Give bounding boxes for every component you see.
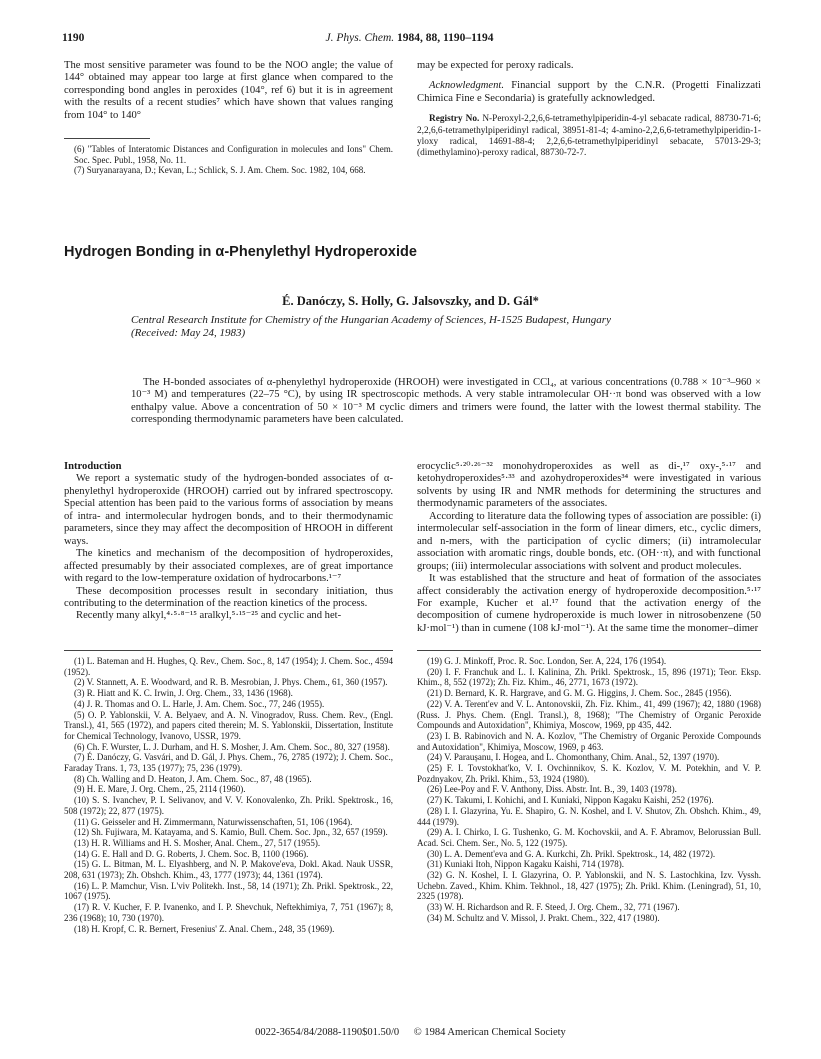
reference-item: (30) L. A. Dement'eva and G. A. Kurkchi, Zh. Prikl. Spektrosk., 14, 482 (1972). [427,848,716,859]
footnote-7: (7) Suryanarayana, D.; Kevan, L.; Schlick, S. J. Am. Chem. Soc. 1982, 104, 668. [74,165,366,176]
references-rule-left [64,650,393,651]
prev-article-right-column [417,60,761,159]
copyright-notice: © 1984 American Chemical Society [413,1027,566,1038]
reference-item: (28) I. I. Glazyrina, Yu. E. Shapiro, G. N. Koshel, and I. V. Shutov, Zh. Obshch. Khim., 49, 444 (1979). [417,805,761,827]
body-paragraph-association-types: According to literature data the following types of association are possible: (i) intermolecular self-association in the form of linear dimers, etc., cyclic dimers, and n-mers, with the participation of cyclic dimers; (ii) intramolecular association with aromatic rings, double bonds, etc. (OH··π), and with functional groups; (iii) intermolecular associations with solvent and product molecules. [417,510,761,572]
acknowledgment [417,80,761,105]
reference-item: (19) G. J. Minkoff, Proc. R. Soc. London, Ser. A, 224, 176 (1954). [427,656,667,666]
reference-item: (16) L. P. Mamchur, Visn. L'viv Politekh. Inst., 58, 14 (1971); Zh. Prikl. Spektrosk., 22, 1067 (1975). [64,880,393,902]
intro-paragraph-1: We report a systematic study of the hydrogen-bonded associates of α-phenylethyl hydroperoxide (HROOH) carried out by infrared spectroscopy. Special attention has been paid to the various forms of association by means of intra- and intermolecular hydrogen bonds, and to their thermodynamic parameters, since they may affect the decomposition of HROOH in different ways. [64,473,393,547]
journal-name: J. Phys. Chem. [325,32,395,44]
reference-item: (5) O. P. Yablonskii, V. A. Belyaev, and A. N. Vinogradov, Russ. Chem. Rev., (Engl. Transl.), 41, 565 (1972), and papers cited therein; M. S. Yablonskii, Dissertation, Institute for Chemical Technology, Ivanovo, USSR, 1979. [64,709,393,741]
reference-item: (10) S. S. Ivanchev, P. I. Selivanov, and V. V. Konovalenko, Zh. Prikl. Spektrosk., 16, 508 (1972); 22, 877 (1975). [64,795,393,816]
prev-article-left-column [64,60,393,122]
reference-item: (24) V. Paraușanu, I. Hogea, and L. Chomonthany, Chim. Anal., 52, 1397 (1970). [427,752,720,763]
registry-label: Registry No. [429,114,480,125]
reference-item: (32) G. N. Koshel, I. I. Glazyrina, O. P. Yablonskii, and N. S. Lastochkina, Izv. Vyssh. Uchebn. Zaved., Khim. Khim. Tekhnol., 18, 427 (1975); Zh. Prikl. Khim. (Leningrad), 51, 10, 2325 (1978). [417,870,761,902]
reference-item: (4) J. R. Thomas and O. L. Harle, J. Am. Chem. Soc., 77, 246 (1955). [74,698,325,709]
reference-item: (26) Lee-Poy and F. V. Anthony, Diss. Abstr. Int. B., 39, 1403 (1978). [427,784,677,795]
acknowledgment-text: Financial support by the C.N.R. (Progetti Finalizzati Chimica Fine e Secondaria) is gratefully acknowledged. [417,80,761,104]
reference-item: (9) H. E. Mare, J. Org. Chem., 25, 2114 (1960). [74,784,246,795]
footnote-rule [64,138,150,139]
reference-item: (33) W. H. Richardson and R. F. Steed, J. Org. Chem., 32, 771 (1967). [427,902,680,913]
footnote-6: (6) "Tables of Interatomic Distances and Configuration in molecules and Ions" Chem. Soc. Spec. Publ., 1958, No. 11. [74,144,393,165]
reference-item: (7) É. Danóczy, G. Vasvári, and D. Gál, J. Phys. Chem., 76, 2785 (1972); J. Chem. Soc., Faraday Trans. 1, 73, 135 (1977); 75, 236 (1979). [64,752,393,774]
reference-item: (17) R. V. Kucher, F. P. Ivanenko, and I. P. Shevchuk, Neftekhimiya, 7, 751 (1967); 8, 236 (1968); 10, 730 (1970). [64,902,393,923]
journal-year-volume: 1984, 88, 1190–1194 [397,32,494,44]
article-title: Hydrogen Bonding in α-Phenylethyl Hydroperoxide [64,244,417,260]
reference-item: (8) Ch. Walling and D. Heaton, J. Am. Chem. Soc., 87, 48 (1965). [74,773,312,784]
references-rule-right [417,650,761,651]
registry-numbers [417,114,761,159]
body-left-column [64,461,393,623]
reference-item: (3) R. Hiatt and K. C. Irwin, J. Org. Chem., 33, 1436 (1968). [74,688,293,699]
reference-item: (15) G. L. Bitman, M. L. Elyashberg, and N. P. Makove'eva, Dokl. Akad. Nauk USSR, 208, 631 (1973); Zh. Obshch. Khim., 43, 1777 (1973); 44, 1361 (1974). [64,859,393,881]
reference-item: (31) Kuniaki Itoh, Nippon Kagaku Kaishi, 714 (1978). [427,859,624,870]
prev-article-footnotes [64,144,393,176]
abstract: The H-bonded associates of α-phenylethyl hydroperoxide (HROOH) were investigated in CCl₄, at various concentrations (0.788 × 10⁻³–960 × 10⁻³ M) and temperatures (22–75 °C), by using IR spectroscopic methods. A very stable intramolecular OH··π bond was observed with a low enthalpy value. Above a concentration of 50 × 10⁻³ M cyclic dimers and trimers were found, the latter with the lowest thermal stability. The corresponding thermodynamic parameters have been calculated. [131,377,761,425]
reference-item: (34) M. Schultz and V. Missol, J. Prakt. Chem., 322, 417 (1980). [427,912,660,923]
article-code: 0022-3654/84/2088-1190$01.50/0 [255,1027,400,1038]
page-footer [0,1027,821,1038]
intro-paragraph-4: Recently many alkyl,⁴·⁵·⁸⁻¹⁵ aralkyl,⁵·¹⁵⁻²⁵ and cyclic and het- [76,610,342,622]
reference-item: (14) G. E. Hall and D. G. Roberts, J. Chem. Soc. B, 1100 (1966). [74,848,309,859]
reference-item: (29) A. I. Chirko, I. G. Tushenko, G. M. Kochovskii, and A. F. Abramov, Belorussian Bull. Acad. Sci. Chem. Ser., No. 5, 122 (1975). [417,827,761,848]
reference-item: (6) Ch. F. Wurster, L. J. Durham, and H. S. Mosher, J. Am. Chem. Soc., 80, 327 (1958). [74,741,390,752]
article-authors: É. Danóczy, S. Holly, G. Jalsovszky, and D. Gál* [282,294,539,308]
intro-paragraph-3: These decomposition processes result in secondary initiation, thus contributing to the determination of the reaction kinetics of the process. [64,585,393,609]
reference-item: (23) I. B. Rabinovich and N. A. Kozlov, "The Chemistry of Organic Peroxide Compounds and Autoxidation", Khimiya, Moscow, 1969, p 463. [417,730,761,752]
intro-paragraph-2: The kinetics and mechanism of the decomposition of hydroperoxides, affected presumably by their associated complexes, are of great importance with regard to the low-temperature oxidation of hydrocarbons.¹⁻⁷ [64,548,393,585]
references-left [64,656,393,934]
reference-item: (21) D. Bernard, K. R. Hargrave, and G. M. G. Higgins, J. Chem. Soc., 2845 (1956). [427,688,732,699]
reference-item: (25) F. I. Tovstokhat'ko, V. I. Ovchinnikov, S. K. Kozlov, V. M. Potekhin, and V. P. Pozdnyakov, Zh. Prikl. Khim., 53, 1924 (1980). [417,763,761,784]
references-right [417,656,761,924]
affiliation-text: Central Research Institute for Chemistry of the Hungarian Academy of Sciences, H-1525 Budapest, Hungary [131,314,611,326]
page-number: 1190 [62,32,85,44]
journal-citation [62,32,757,44]
body-paragraph-activation-energy: It was established that the structure and heat of formation of the associates affect considerably the activation energy of hydroperoxide decomposition.⁵·¹⁷ For example, Kucher et al.¹⁷ found that the activation energy of the decomposition of cumene hydroperoxide is much lower in nitrosobenzene (50 kJ·mol⁻¹) than in cumene (108 kJ·mol⁻¹). At the same time the monomer–dimer [417,573,761,634]
body-paragraph-continued: erocyclic⁵·²⁰·²⁶⁻³² monohydroperoxides as well as di-,¹⁷ oxy-,⁵·¹⁷ and ketohydroperoxides⁵·³³ and azohydroperoxides³⁴ were investigated in various solvents by using IR and NMR methods for determining the structures and thermodynamic parameters of the associates. [417,461,761,510]
reference-item: (13) H. R. Williams and H. S. Mosher, Anal. Chem., 27, 517 (1955). [74,837,321,848]
running-header [62,32,757,46]
reference-item: (27) K. Takumi, I. Kohichi, and I. Kuniaki, Nippon Kagaku Kaishi, 252 (1976). [427,795,714,806]
acknowledgment-label: Acknowledgment. [429,80,505,92]
article-affiliation [131,314,761,340]
reference-item: (12) Sh. Fujiwara, M. Katayama, and S. Kamio, Bull. Chem. Soc. Jpn., 32, 657 (1959). [74,827,388,838]
body-right-column [417,461,761,635]
registry-text: N-Peroxyl-2,2,6,6-tetramethylpiperidin-4-yl sebacate radical, 88730-71-6; 2,2,6,6-tetramethylpiperidinyl radical, 38951-81-4; 4-amino-2,2,6,6-tetramethylpiperidin-1-yloxy radical, 14691-88-4; 2,2,6,6-tetramethylpiperidinyl sebacate, 57013-29-3; (dimethylamino)-peroxy radical, 88730-72-7. [417,114,761,158]
reference-item: (2) V. Stannett, A. E. Woodward, and R. B. Mesrobian, J. Phys. Chem., 61, 360 (1957). [74,677,388,688]
reference-item: (22) V. A. Terent'ev and V. L. Antonovskii, Zh. Fiz. Khim., 41, 499 (1967); 42, 1880 (1968) (Russ. J. Phys. Chem. (Engl. Transl.), 8, 1968); "The Chemistry of Organic Peroxide Compounds and Autoxidation", Khimiya, Moscow, 1969, pp 435, 442. [417,698,761,731]
received-date: (Received: May 24, 1983) [131,327,246,339]
section-heading-introduction: Introduction [64,461,122,472]
prev-article-ending: may be expected for peroxy radicals. [417,60,574,71]
reference-item: (20) I. F. Franchuk and L. I. Kalinina, Zh. Prikl. Spektrosk., 15, 896 (1971); Teor. Eksp. Khim., 8, 552 (1972); Zh. Fiz. Khim., 46, 2771, 1673 (1972). [417,666,761,688]
reference-item: (1) L. Bateman and H. Hughes, Q. Rev., Chem. Soc., 8, 147 (1954); J. Chem. Soc., 4594 (1952). [64,656,393,677]
prev-article-paragraph: The most sensitive parameter was found to be the NOO angle; the value of 144° obtained may appear too large at first glance when compared to the corresponding bond angles in peroxides (104°, ref 6) but it is in agreement with the results of a recent studies⁷ which have shown that values ranging from 104° to 140° [64,60,393,121]
reference-item: (18) H. Kropf, C. R. Bernert, Fresenius' Z. Anal. Chem., 248, 35 (1969). [74,923,335,934]
reference-item: (11) G. Geisseler and H. Zimmermann, Naturwissenschaften, 51, 106 (1964). [74,816,353,827]
